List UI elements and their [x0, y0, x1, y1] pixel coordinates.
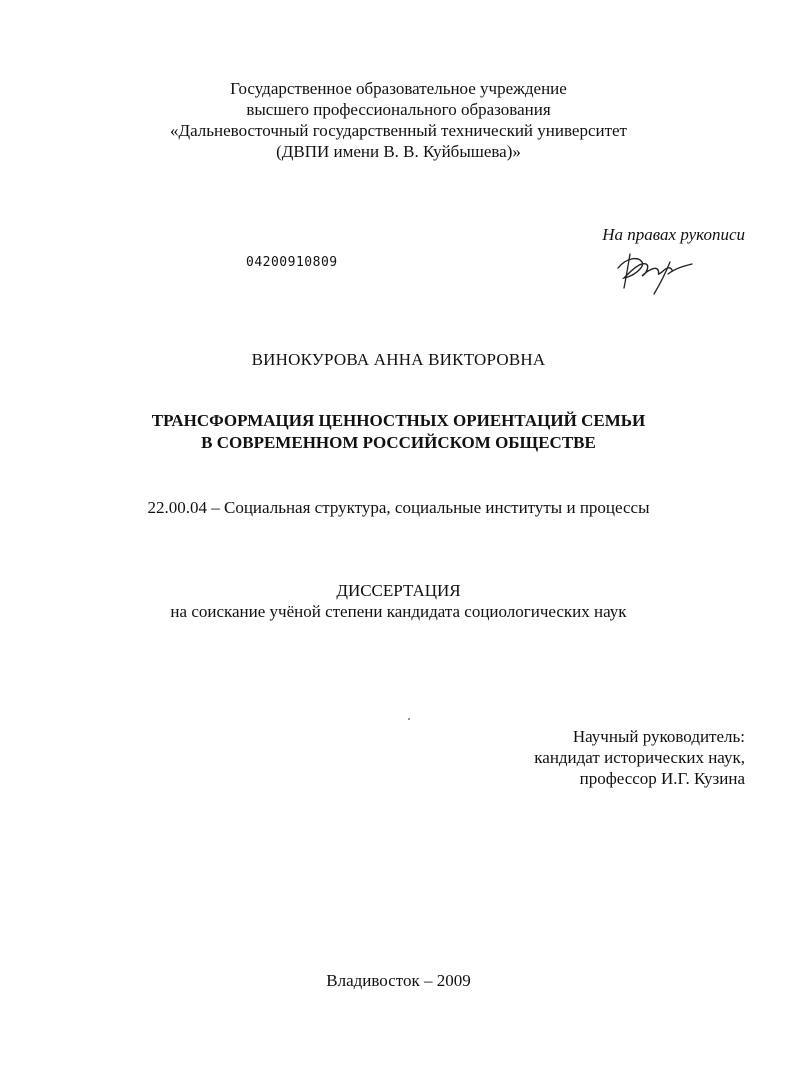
supervisor-name: профессор И.Г. Кузина [579, 769, 745, 788]
title-line: В СОВРЕМЕННОМ РОССИЙСКОМ ОБЩЕСТВЕ [201, 433, 596, 452]
document-number: 04200910809 [246, 255, 338, 270]
scan-speck [408, 718, 410, 720]
supervisor-label: Научный руководитель: [572, 727, 745, 746]
dissertation-block [0, 580, 797, 622]
supervisor-block [534, 726, 745, 789]
supervisor-degree: кандидат исторических наук, [534, 748, 745, 767]
signature-icon [612, 248, 696, 296]
author-name: ВИНОКУРОВА АННА ВИКТОРОВНА [251, 350, 546, 369]
dissertation-title [0, 410, 797, 454]
institution-line: Государственное образовательное учреждение [230, 79, 567, 98]
dissertation-heading: ДИССЕРТАЦИЯ [336, 581, 461, 600]
manuscript-note: На правах рукописи [602, 225, 745, 244]
specialty-code: 22.00.04 – Социальная структура, социальные институты и процессы [147, 498, 650, 517]
institution-block [0, 78, 797, 162]
institution-line: высшего профессионального образования [246, 100, 551, 119]
city-year: Владивосток – 2009 [326, 971, 471, 990]
title-line: ТРАНСФОРМАЦИЯ ЦЕННОСТНЫХ ОРИЕНТАЦИЙ СЕМЬИ [151, 411, 646, 430]
institution-line: «Дальневосточный государственный технический университет [170, 121, 627, 140]
dissertation-subtitle: на соискание учёной степени кандидата социологических наук [170, 602, 627, 621]
institution-line: (ДВПИ имени В. В. Куйбышева)» [276, 142, 521, 161]
